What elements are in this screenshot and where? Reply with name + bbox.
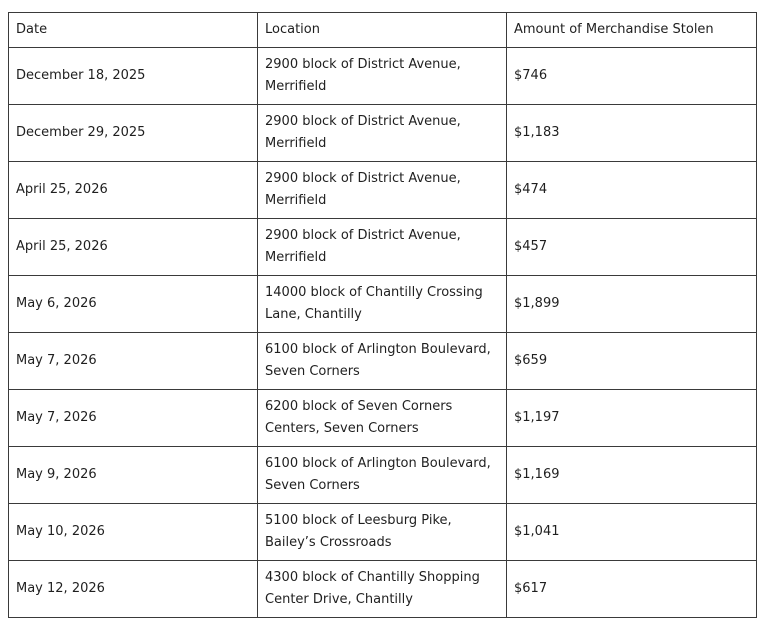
cell-amount: $457 [507, 219, 757, 276]
cell-location: 6100 block of Arlington Boulevard, Seven Corners [258, 333, 507, 390]
cell-date: May 10, 2026 [9, 504, 258, 561]
header-date: Date [9, 13, 258, 48]
cell-location: 2900 block of District Avenue, Merrifield [258, 48, 507, 105]
cell-amount: $1,183 [507, 105, 757, 162]
table-row [9, 561, 757, 618]
cell-amount: $1,197 [507, 390, 757, 447]
cell-date: December 29, 2025 [9, 105, 258, 162]
cell-date: December 18, 2025 [9, 48, 258, 105]
cell-location: 2900 block of District Avenue, Merrifield [258, 105, 507, 162]
cell-amount: $1,899 [507, 276, 757, 333]
cell-amount: $659 [507, 333, 757, 390]
cell-date: May 7, 2026 [9, 333, 258, 390]
cell-amount: $617 [507, 561, 757, 618]
table-row [9, 219, 757, 276]
cell-date: April 25, 2026 [9, 162, 258, 219]
cell-location: 6200 block of Seven Corners Centers, Seven Corners [258, 390, 507, 447]
cell-date: May 12, 2026 [9, 561, 258, 618]
cell-location: 2900 block of District Avenue, Merrifield [258, 219, 507, 276]
cell-location: 4300 block of Chantilly Shopping Center Drive, Chantilly [258, 561, 507, 618]
cell-location: 14000 block of Chantilly Crossing Lane, Chantilly [258, 276, 507, 333]
table-row [9, 447, 757, 504]
cell-amount: $474 [507, 162, 757, 219]
theft-table [8, 12, 757, 618]
cell-location: 6100 block of Arlington Boulevard, Seven Corners [258, 447, 507, 504]
header-amount: Amount of Merchandise Stolen [507, 13, 757, 48]
cell-date: April 25, 2026 [9, 219, 258, 276]
table-row [9, 333, 757, 390]
cell-amount: $1,041 [507, 504, 757, 561]
table-row [9, 48, 757, 105]
theft-table-container [8, 12, 757, 618]
header-location: Location [258, 13, 507, 48]
table-header-row [9, 13, 757, 48]
cell-location: 2900 block of District Avenue, Merrifield [258, 162, 507, 219]
cell-date: May 6, 2026 [9, 276, 258, 333]
table-row [9, 390, 757, 447]
table-row [9, 162, 757, 219]
table-row [9, 105, 757, 162]
cell-date: May 7, 2026 [9, 390, 258, 447]
table-row [9, 504, 757, 561]
table-row [9, 276, 757, 333]
cell-amount: $1,169 [507, 447, 757, 504]
cell-date: May 9, 2026 [9, 447, 258, 504]
cell-location: 5100 block of Leesburg Pike, Bailey’s Crossroads [258, 504, 507, 561]
cell-amount: $746 [507, 48, 757, 105]
